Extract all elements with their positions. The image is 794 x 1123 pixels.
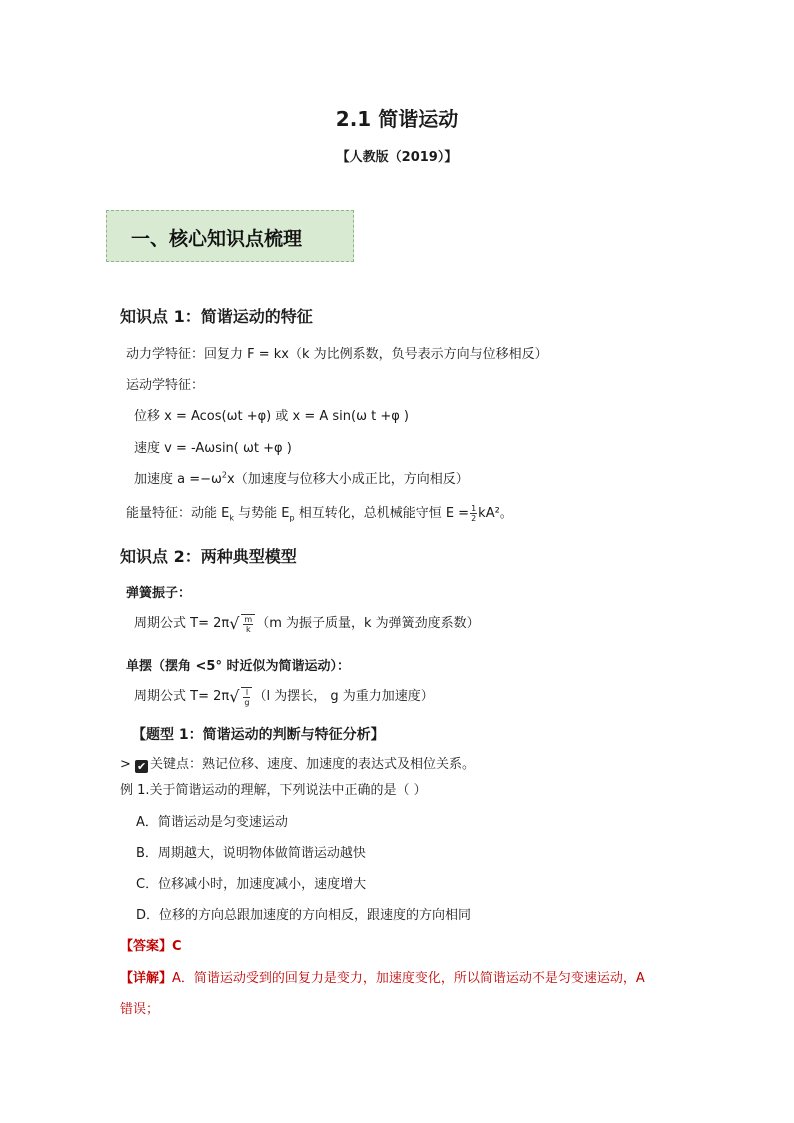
key-point-prefix: > xyxy=(120,757,131,772)
energy-sub-p: p xyxy=(289,513,295,523)
key-point-line xyxy=(120,753,475,773)
spring-formula-suffix: （m 为振子质量，k 为弹簧劲度系数） xyxy=(256,616,480,631)
option-d: D．位移的方向总跟加速度的方向相反，跟速度的方向相同 xyxy=(136,908,472,923)
acceleration-superscript: 2 xyxy=(221,470,227,480)
spring-formula xyxy=(134,612,480,634)
edition-subtitle: 【人教版（2019）】 xyxy=(336,150,458,165)
detail-line-2: 错误； xyxy=(120,1002,160,1017)
check-icon: ✔ xyxy=(136,760,147,773)
key-point-text: 关键点：熟记位移、速度、加速度的表达式及相位关系。 xyxy=(150,757,476,772)
energy-sub-k: k xyxy=(229,513,234,523)
kp1-displacement: 位移 x = Acos(ωt +φ) 或 x = A sin(ω t +φ ) xyxy=(134,409,410,424)
answer-line xyxy=(120,935,182,954)
section-heading: 一、核心知识点梳理 xyxy=(131,228,303,250)
answer-value: C xyxy=(172,939,182,954)
kp1-energy xyxy=(126,502,513,523)
spring-rad-num: m xyxy=(244,614,253,624)
pendulum-formula xyxy=(134,685,434,707)
option-c: C．位移减小时，加速度减小，速度增大 xyxy=(136,877,367,892)
pendulum-rad-num: l xyxy=(243,688,250,698)
answer-label: 【答案】 xyxy=(120,939,173,954)
acceleration-prefix: 加速度 a =−ω xyxy=(134,472,222,487)
kp1-dynamics: 动力学特征：回复力 F = kx（k 为比例系数，负号表示方向与位移相反） xyxy=(126,347,548,362)
energy-frac-den: 2 xyxy=(471,514,477,523)
detail-label: 【详解】 xyxy=(120,971,173,986)
spring-label: 弹簧振子： xyxy=(126,586,192,601)
energy-prefix: 能量特征：动能 E xyxy=(126,506,230,521)
example-question: 例 1.关于简谐运动的理解，下列说法中正确的是（ ） xyxy=(120,783,427,798)
detail-text-1: A．简谐运动受到的回复力是变力，加速度变化，所以简谐运动不是匀变速运动，A xyxy=(172,971,645,986)
energy-fraction xyxy=(470,504,477,523)
pendulum-formula-suffix: （l 为摆长， g 为重力加速度） xyxy=(253,689,434,704)
energy-mid2: 相互转化，总机械能守恒 E = xyxy=(294,506,470,521)
energy-frac-num: 1 xyxy=(471,504,477,513)
section-heading-box xyxy=(106,210,354,262)
kp1-acceleration xyxy=(134,468,469,487)
spring-sqrt: √ $\frac{m}{k}$ xyxy=(229,614,256,634)
pendulum-label: 单摆（摆角 <5° 时近似为简谐运动）： xyxy=(126,659,350,674)
detail-line-1 xyxy=(120,967,645,986)
spring-formula-prefix: 周期公式 T= 2π xyxy=(134,616,230,631)
energy-mid: 与势能 E xyxy=(234,506,290,521)
document-title: 2.1 简谐运动 xyxy=(335,107,459,131)
pendulum-sqrt: √ $\frac{l}{g}$ xyxy=(229,687,253,707)
spring-rad-den: k xyxy=(245,624,251,634)
kp1-velocity: 速度 v = -Aωsin( ωt +φ ) xyxy=(134,441,292,456)
pendulum-rad-den: g xyxy=(244,697,250,707)
acceleration-suffix: x（加速度与位移大小成正比，方向相反） xyxy=(227,472,469,487)
energy-suffix: kA²。 xyxy=(478,506,513,521)
option-b: B．周期越大，说明物体做简谐运动越快 xyxy=(136,846,366,861)
kp2-heading: 知识点 2：两种典型模型 xyxy=(120,547,297,566)
kp1-kinematics-label: 运动学特征： xyxy=(126,378,205,393)
kp1-heading: 知识点 1：简谐运动的特征 xyxy=(120,307,313,326)
option-a: A．简谐运动是匀变速运动 xyxy=(136,815,288,830)
pendulum-formula-prefix: 周期公式 T= 2π xyxy=(134,689,230,704)
question-type-heading: 【题型 1：简谐运动的判断与特征分析】 xyxy=(132,727,385,743)
